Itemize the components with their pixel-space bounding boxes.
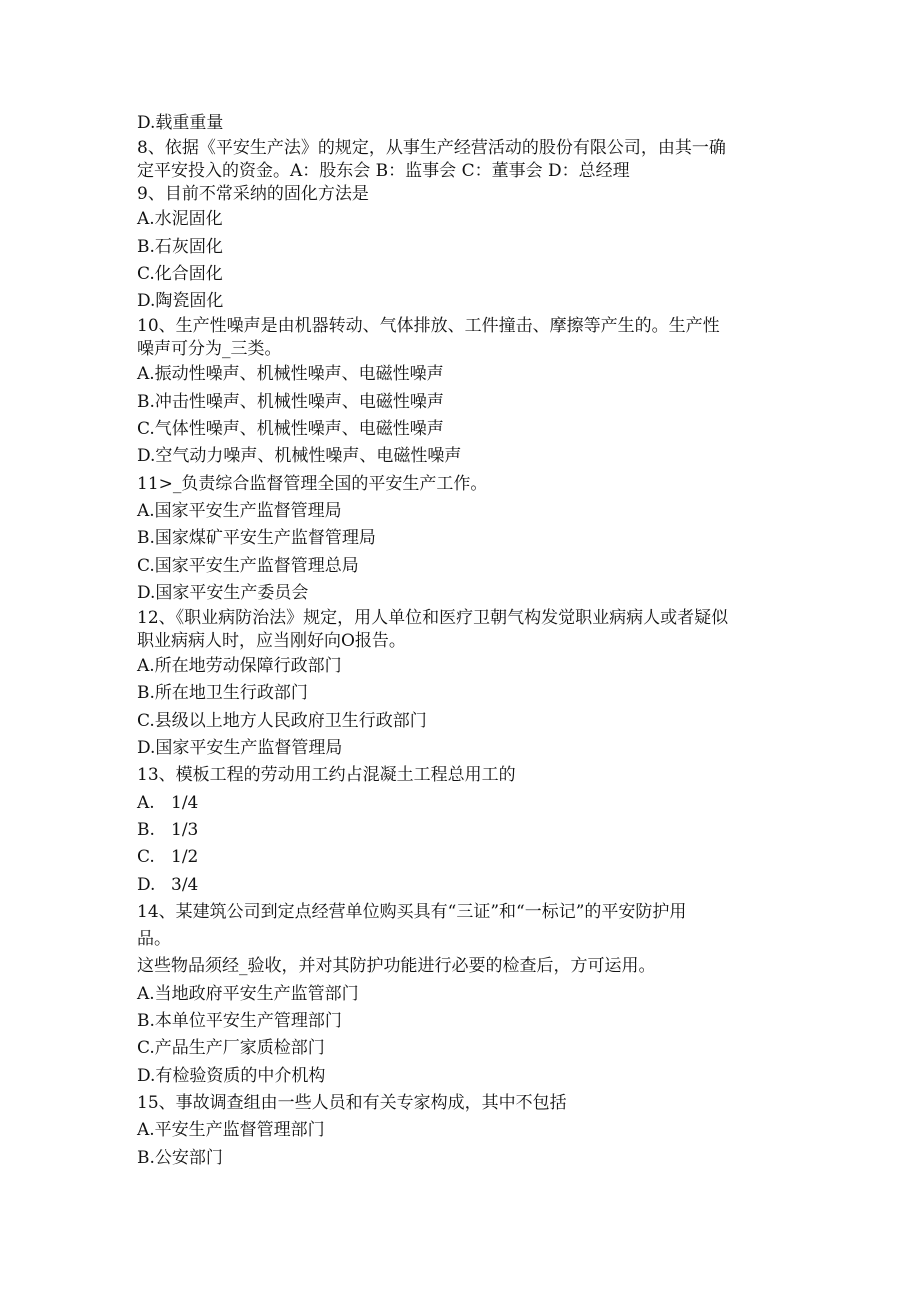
text-line: A.振动性噪声、机械性噪声、电磁性噪声 bbox=[137, 364, 444, 385]
text-line: 13、模板工程的劳动用工约占混凝土工程总用工的 bbox=[137, 765, 516, 786]
text-line: C.县级以上地方人民政府卫生行政部门 bbox=[137, 710, 427, 731]
text-line: 10、生产性噪声是由机器转动、气体排放、工件撞击、摩擦等产生的。生产性 bbox=[137, 316, 720, 337]
text-line: 12、《职业病防治法》规定，用人单位和医疗卫朝气构发觉职业病病人或者疑似 bbox=[137, 608, 729, 629]
text-line bbox=[137, 872, 797, 899]
text-line: 噪声可分为_三类。 bbox=[137, 339, 282, 360]
option-value: 1/4 bbox=[171, 792, 199, 813]
text-line: D.国家平安生产监督管理局 bbox=[137, 738, 343, 759]
text-line bbox=[137, 817, 797, 844]
text-line bbox=[137, 844, 797, 871]
text-line: A.当地政府平安生产监管部门 bbox=[137, 983, 359, 1004]
option-label: B. bbox=[137, 819, 155, 840]
option-label: D. bbox=[137, 874, 156, 895]
text-line: B.冲击性噪声、机械性噪声、电磁性噪声 bbox=[137, 391, 444, 412]
text-line: B.所在地卫生行政部门 bbox=[137, 683, 308, 704]
text-line: C.产品生产厂家质检部门 bbox=[137, 1038, 325, 1059]
text-line: A.所在地劳动保障行政部门 bbox=[137, 656, 342, 677]
text-line: B.公安部门 bbox=[137, 1147, 223, 1168]
option-value: 1/3 bbox=[171, 819, 199, 840]
text-line: 定平安投入的资金。A：股东会 B：监事会 C：董事会 D：总经理 bbox=[137, 161, 630, 182]
text-line: 这些物品须经_验收，并对其防护功能进行必要的检查后，方可运用。 bbox=[137, 956, 656, 977]
text-line: A.水泥固化 bbox=[137, 209, 223, 230]
text-line: A.国家平安生产监督管理局 bbox=[137, 500, 342, 521]
text-line: B.国家煤矿平安生产监督管理局 bbox=[137, 528, 376, 549]
text-line: D.国家平安生产委员会 bbox=[137, 582, 309, 603]
text-line: B.本单位平安生产管理部门 bbox=[137, 1011, 342, 1032]
option-label: C. bbox=[137, 847, 155, 868]
text-line: 9、目前不常采纳的固化方法是 bbox=[137, 184, 369, 205]
document-body bbox=[137, 110, 797, 1172]
text-line: A.平安生产监督管理部门 bbox=[137, 1120, 325, 1141]
text-line: D.载重重量 bbox=[137, 113, 224, 133]
text-line: 14、某建筑公司到定点经营单位购买具有“三证”和“一标记”的平安防护用 bbox=[137, 901, 687, 922]
text-line: 职业病病人时，应当刚好向O报告。 bbox=[137, 631, 406, 652]
option-label: A. bbox=[137, 792, 155, 813]
text-line: D.空气动力噪声、机械性噪声、电磁性噪声 bbox=[137, 446, 462, 467]
text-line: D.有检验资质的中介机构 bbox=[137, 1065, 326, 1086]
text-line: D.陶瓷固化 bbox=[137, 291, 224, 312]
text-line: C.化合固化 bbox=[137, 263, 223, 284]
text-line: B.石灰固化 bbox=[137, 236, 223, 257]
text-line: 品。 bbox=[137, 929, 171, 950]
text-line: C.气体性噪声、机械性噪声、电磁性噪声 bbox=[137, 419, 444, 440]
text-line bbox=[137, 790, 797, 817]
option-value: 1/2 bbox=[171, 847, 199, 868]
text-line: 8、依据《平安生产法》的规定，从事生产经营活动的股份有限公司，由其一确 bbox=[137, 138, 726, 159]
text-line: 15、事故调查组由一些人员和有关专家构成，其中不包括 bbox=[137, 1092, 567, 1113]
option-value: 3/4 bbox=[171, 874, 199, 895]
text-line: 11>_负责综合监督管理全国的平安生产工作。 bbox=[137, 473, 488, 494]
text-line: C.国家平安生产监督管理总局 bbox=[137, 555, 359, 576]
